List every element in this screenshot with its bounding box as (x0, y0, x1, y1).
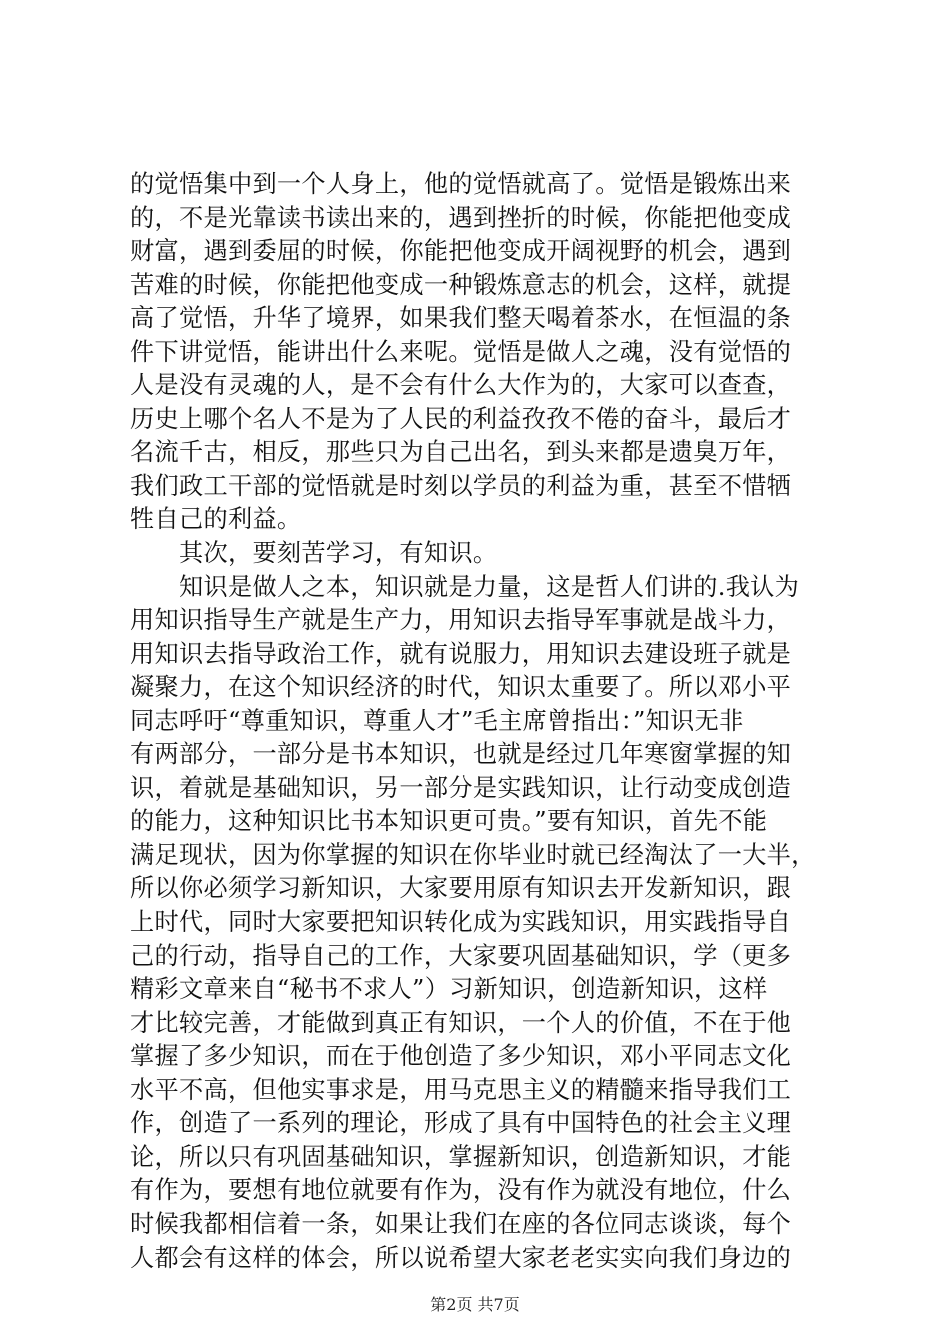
text-line: 财富，遇到委屈的时候，你能把他变成开阔视野的机会，遇到 (130, 237, 792, 266)
body-text (130, 168, 830, 1275)
text-line: 用知识指导生产就是生产力，用知识去指导军事就是战斗力， (130, 606, 792, 635)
text-line: 同志呼吁“尊重知识，尊重人才”毛主席曾指出：”知识无非 (130, 706, 744, 735)
text-line: 凝聚力，在这个知识经济的时代，知识太重要了。所以邓小平 (130, 673, 792, 702)
text-line: 历史上哪个名人不是为了人民的利益孜孜不倦的奋斗，最后才 (130, 404, 792, 433)
text-line: 精彩文章来自“秘书不求人”）习新知识，创造新知识，这样 (130, 975, 768, 1004)
text-line: 水平不高，但他实事求是，用马克思主义的精髓来指导我们工 (130, 1075, 792, 1104)
text-line: 人都会有这样的体会，所以说希望大家老老实实向我们身边的 (130, 1243, 792, 1272)
text-line: 件下讲觉悟，能讲出什么来呢。觉悟是做人之魂，没有觉悟的 (130, 337, 792, 366)
text-line: 的能力，这种知识比书本知识更可贵。”要有知识，首先不能 (130, 807, 768, 836)
page-footer: 第2页 共7页 (430, 1295, 520, 1314)
text-line: 苦难的时候，你能把他变成一种锻炼意志的机会，这样，就提 (130, 270, 792, 299)
text-line: 所以你必须学习新知识，大家要用原有知识去开发新知识，跟 (130, 874, 792, 903)
text-line: 牲自己的利益。 (130, 505, 302, 534)
text-line: 论，所以只有巩固基础知识，掌握新知识，创造新知识，才能 (130, 1142, 792, 1171)
text-line: 我们政工干部的觉悟就是时刻以学员的利益为重，甚至不惜牺 (130, 471, 792, 500)
text-line: 满足现状，因为你掌握的知识在你毕业时就已经淘汰了一大半， (130, 840, 816, 869)
text-line: 用知识去指导政治工作，就有说服力，用知识去建设班子就是 (130, 639, 792, 668)
text-line: 有作为，要想有地位就要有作为，没有作为就没有地位，什么 (130, 1176, 792, 1205)
text-line: 上时代，同时大家要把知识转化成为实践知识，用实践指导自 (130, 908, 792, 937)
section-heading: 其次，要刻苦学习，有知识。 (130, 539, 498, 568)
text-line: 有两部分，一部分是书本知识，也就是经过几年寒窗掌握的知 (130, 740, 792, 769)
text-line: 己的行动，指导自己的工作，大家要巩固基础知识，学（更多 (130, 941, 792, 970)
text-line: 作，创造了一系列的理论，形成了具有中国特色的社会主义理 (130, 1109, 792, 1138)
text-line: 人是没有灵魂的人，是不会有什么大作为的，大家可以查查， (130, 371, 792, 400)
text-line: 识，着就是基础知识，另一部分是实践知识，让行动变成创造 (130, 773, 792, 802)
text-line: 才比较完善，才能做到真正有知识，一个人的价值，不在于他 (130, 1008, 792, 1037)
text-line: 掌握了多少知识，而在于他创造了多少知识，邓小平同志文化 (130, 1042, 792, 1071)
text-line: 高了觉悟，升华了境界，如果我们整天喝着茶水，在恒温的条 (130, 304, 792, 333)
text-line: 知识是做人之本，知识就是力量，这是哲人们讲的.我认为 (130, 572, 800, 601)
text-line: 名流千古，相反，那些只为自己出名，到头来都是遗臭万年， (130, 438, 792, 467)
text-line: 的，不是光靠读书读出来的，遇到挫折的时候，你能把他变成 (130, 203, 792, 232)
text-line: 时候我都相信着一条，如果让我们在座的各位同志谈谈，每个 (130, 1209, 792, 1238)
text-line: 的觉悟集中到一个人身上，他的觉悟就高了。觉悟是锻炼出来 (130, 170, 792, 198)
